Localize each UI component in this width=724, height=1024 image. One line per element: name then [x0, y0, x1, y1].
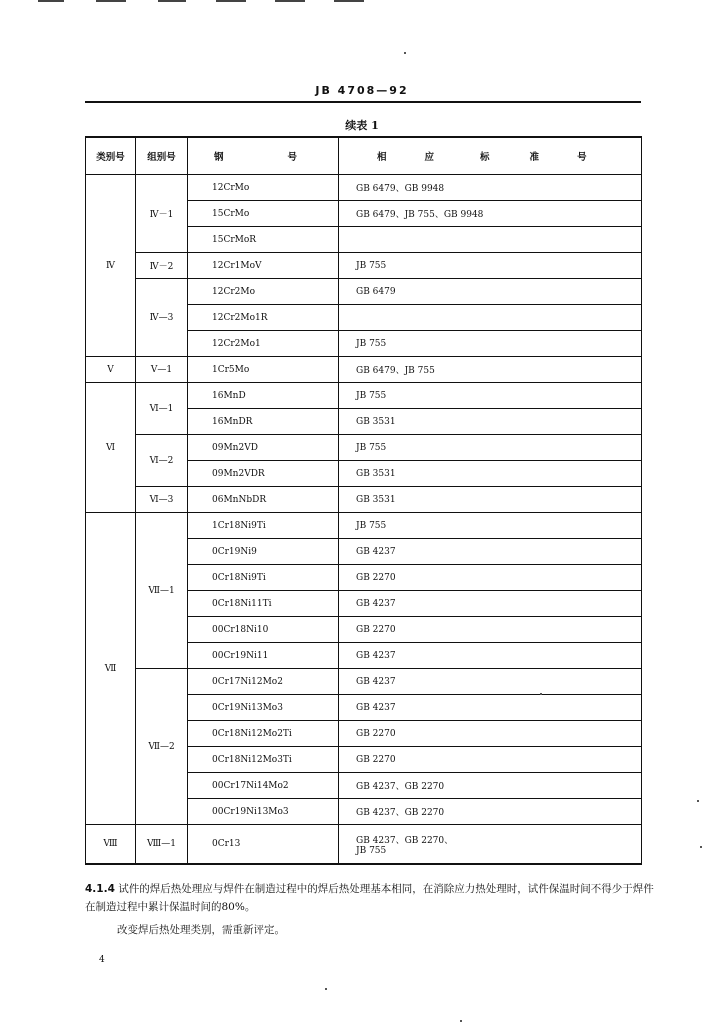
scan-speck [460, 1020, 462, 1022]
standard-cell [339, 305, 642, 331]
standard-line: GB 4237、GB 2270、 [356, 835, 454, 846]
standard-cell: GB 6479 [339, 279, 642, 305]
steel-grade-cell: 00Cr19Ni13Mo3 [188, 799, 339, 825]
steel-grade-cell: 00Cr19Ni11 [188, 643, 339, 669]
standard-cell [339, 825, 642, 865]
scan-mark [158, 0, 186, 2]
steel-grade-cell: 1Cr18Ni9Ti [188, 513, 339, 539]
steel-grade-cell: 09Mn2VD [188, 435, 339, 461]
category-cell: Ⅷ [86, 825, 136, 865]
standard-cell: GB 3531 [339, 487, 642, 513]
steel-grade-cell: 0Cr19Ni9 [188, 539, 339, 565]
standard-cell: GB 4237 [339, 591, 642, 617]
steel-grade-table [85, 136, 642, 865]
document-code: JB 4708—92 [315, 84, 409, 97]
group-cell: Ⅶ—1 [136, 513, 188, 669]
steel-grade-cell: 00Cr17Ni14Mo2 [188, 773, 339, 799]
header-group: 组别号 [136, 137, 188, 175]
steel-grade-cell: 16MnDR [188, 409, 339, 435]
standard-cell: JB 755 [339, 383, 642, 409]
standard-cell: GB 4237 [339, 539, 642, 565]
table-row [86, 253, 642, 279]
steel-grade-cell: 12Cr1MoV [188, 253, 339, 279]
standard-cell: GB 2270 [339, 721, 642, 747]
steel-grade-cell: 0Cr13 [188, 825, 339, 865]
group-cell: Ⅳ－1 [136, 175, 188, 253]
steel-grade-cell: 12Cr2Mo1R [188, 305, 339, 331]
steel-grade-cell: 0Cr17Ni12Mo2 [188, 669, 339, 695]
group-cell: Ⅳ—3 [136, 279, 188, 357]
table-row [86, 513, 642, 539]
standard-cell: GB 4237 [339, 695, 642, 721]
standard-cell: GB 6479、GB 9948 [339, 175, 642, 201]
table-row [86, 435, 642, 461]
steel-grade-cell: 00Cr18Ni10 [188, 617, 339, 643]
standard-cell: GB 4237、GB 2270 [339, 773, 642, 799]
scan-speck [697, 800, 699, 802]
steel-grade-cell: 0Cr18Ni9Ti [188, 565, 339, 591]
standard-cell [339, 227, 642, 253]
standard-cell: GB 4237、GB 2270 [339, 799, 642, 825]
group-cell: Ⅴ—1 [136, 357, 188, 383]
standard-cell: GB 2270 [339, 565, 642, 591]
steel-grade-cell: 12Cr2Mo [188, 279, 339, 305]
steel-grade-cell: 15CrMo [188, 201, 339, 227]
steel-grade-cell: 0Cr18Ni12Mo2Ti [188, 721, 339, 747]
group-cell: Ⅳ－2 [136, 253, 188, 279]
category-cell: Ⅴ [86, 357, 136, 383]
category-cell: Ⅳ [86, 175, 136, 357]
standard-cell: GB 4237 [339, 643, 642, 669]
standard-cell: GB 4237 [339, 669, 642, 695]
steel-grade-cell: 0Cr18Ni12Mo3Ti [188, 747, 339, 773]
scan-mark [96, 0, 126, 2]
standard-cell: GB 2270 [339, 747, 642, 773]
header-standard: 相 应 标 准 号 [339, 137, 642, 175]
standard-cell: GB 6479、JB 755 [339, 357, 642, 383]
steel-grade-cell: 12Cr2Mo1 [188, 331, 339, 357]
scan-speck [404, 52, 406, 54]
steel-grade-cell: 0Cr19Ni13Mo3 [188, 695, 339, 721]
steel-grade-cell: 12CrMo [188, 175, 339, 201]
table-row [86, 487, 642, 513]
steel-grade-cell: 16MnD [188, 383, 339, 409]
group-cell: Ⅶ—2 [136, 669, 188, 825]
header-category: 类别号 [86, 137, 136, 175]
group-cell: Ⅷ—1 [136, 825, 188, 865]
standard-line: JB 755 [356, 845, 387, 856]
note-text: 改变焊后热处理类别，需重新评定。 [117, 924, 285, 936]
group-cell: Ⅵ—3 [136, 487, 188, 513]
table-row [86, 357, 642, 383]
standard-cell: GB 3531 [339, 409, 642, 435]
standard-cell: JB 755 [339, 331, 642, 357]
scan-speck [325, 988, 327, 990]
table-row [86, 383, 642, 409]
standard-cell: JB 755 [339, 513, 642, 539]
page-number: 4 [99, 955, 105, 965]
category-cell: Ⅵ [86, 383, 136, 513]
scan-mark [334, 0, 364, 2]
header-rule [85, 101, 641, 103]
scan-speck [540, 693, 542, 695]
steel-grade-cell: 06MnNbDR [188, 487, 339, 513]
standard-cell: JB 755 [339, 435, 642, 461]
scan-mark [216, 0, 246, 2]
table-row [86, 669, 642, 695]
group-cell: Ⅵ—1 [136, 383, 188, 435]
category-cell: Ⅶ [86, 513, 136, 825]
scan-speck [700, 846, 702, 848]
steel-grade-cell: 1Cr5Mo [188, 357, 339, 383]
table-row [86, 175, 642, 201]
clause-text: 试件的焊后热处理应与焊件在制造过程中的焊后热处理基本相同，在消除应力热处理时，试件保温时间不得少于焊件在制造过程中累计保温时间的80%。 [85, 883, 654, 913]
steel-grade-cell: 15CrMoR [188, 227, 339, 253]
scan-mark [38, 0, 64, 2]
steel-grade-cell: 0Cr18Ni11Ti [188, 591, 339, 617]
clause-paragraph [85, 880, 655, 916]
group-cell: Ⅵ—2 [136, 435, 188, 487]
standard-cell: JB 755 [339, 253, 642, 279]
table-header-row [86, 137, 642, 175]
standard-cell: GB 3531 [339, 461, 642, 487]
steel-grade-cell: 09Mn2VDR [188, 461, 339, 487]
clause-number: 4.1.4 [85, 883, 115, 895]
table-row [86, 825, 642, 865]
scan-mark [275, 0, 305, 2]
table-row [86, 279, 642, 305]
header-steel-grade: 钢 号 [188, 137, 339, 175]
standard-cell: GB 6479、JB 755、GB 9948 [339, 201, 642, 227]
table-continued-label: 续表 1 [345, 119, 379, 132]
standard-cell: GB 2270 [339, 617, 642, 643]
